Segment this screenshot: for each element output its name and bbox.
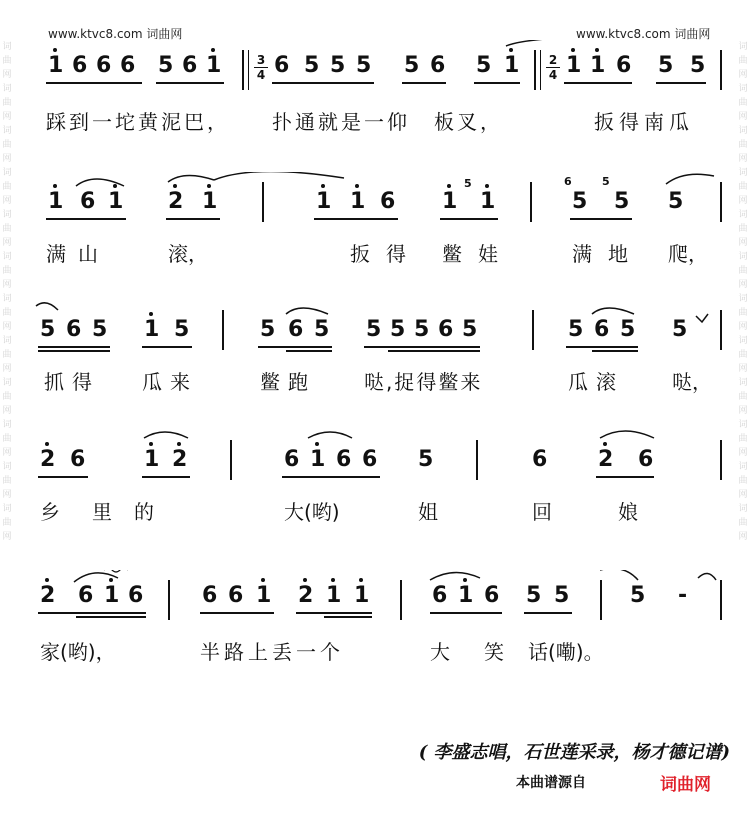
- lyric-syllable: 扳得: [350, 242, 422, 266]
- note: 1: [202, 189, 218, 214]
- lyric-syllable: 爬，: [668, 242, 708, 266]
- slurs: [34, 172, 724, 232]
- note: 6: [380, 189, 396, 214]
- lyric-row: [34, 232, 724, 278]
- slurs: [34, 430, 724, 490]
- note: 1: [480, 189, 496, 214]
- note: 5: [572, 189, 588, 214]
- note: 5: [658, 53, 674, 78]
- note: 5: [40, 317, 56, 342]
- note: 6: [182, 53, 198, 78]
- note: 5: [158, 53, 174, 78]
- note: 6: [72, 53, 88, 78]
- note: 1: [206, 53, 222, 78]
- note: 6: [128, 583, 144, 608]
- note: 1: [256, 583, 272, 608]
- note: 6: [484, 583, 500, 608]
- note: 1: [504, 53, 520, 78]
- lyric-syllable: 大: [430, 640, 450, 664]
- note: 2: [168, 189, 184, 214]
- note: 2: [598, 447, 614, 472]
- lyric-syllable: 里: [92, 500, 112, 524]
- lyric-syllable: 哒，: [672, 370, 712, 394]
- lyric-syllable: 话(嘞)。: [528, 640, 604, 664]
- credit-line: ( 李盛志唱，石世莲采录，杨才德记谱): [418, 742, 730, 763]
- note: 1: [590, 53, 606, 78]
- note: 6: [336, 447, 352, 472]
- lyric-syllable: 扑通就是一仰: [272, 110, 410, 134]
- note: 6: [80, 189, 96, 214]
- lyric-syllable: 姐: [418, 500, 438, 524]
- lyric-syllable: 扳得南瓜: [594, 110, 694, 134]
- note: 5: [314, 317, 330, 342]
- note: 1: [458, 583, 474, 608]
- time-signature-2-4: 2 4: [546, 54, 560, 81]
- side-watermark-right: 词曲网词曲网词曲网词曲网词曲网词曲网词曲网词曲网词曲网词曲网词曲网词曲网: [738, 42, 748, 542]
- lyric-syllable: 乡: [40, 500, 60, 524]
- lyric-syllable: 滚，: [168, 242, 208, 266]
- note: 1: [354, 583, 370, 608]
- slurs: [34, 570, 724, 630]
- note: 6: [288, 317, 304, 342]
- note: 5: [174, 317, 190, 342]
- grace-note: 5: [464, 177, 472, 190]
- lyric-syllable: 大(哟): [284, 500, 340, 524]
- lyric-syllable: 哒,捉得鳖来: [364, 370, 483, 394]
- system-2: [34, 172, 724, 278]
- note: 1: [108, 189, 124, 214]
- note: 5: [414, 317, 430, 342]
- note: 5: [568, 317, 584, 342]
- lyric-syllable: 家(哟)，: [40, 640, 116, 664]
- lyric-syllable: 回: [532, 500, 552, 524]
- note: 2: [40, 583, 56, 608]
- note: 6: [66, 317, 82, 342]
- note: 2: [40, 447, 56, 472]
- slurs: [34, 40, 724, 100]
- lyric-row: [34, 100, 724, 146]
- note: 5: [668, 189, 684, 214]
- note: 6: [284, 447, 300, 472]
- note: 1: [144, 447, 160, 472]
- lyric-syllable: 的: [134, 500, 154, 524]
- note: 1: [144, 317, 160, 342]
- note: 1: [48, 189, 64, 214]
- lyric-row: [34, 490, 724, 536]
- note: 5: [330, 53, 346, 78]
- lyric-syllable: 踩到一坨黄泥巴，: [46, 110, 230, 134]
- note: 6: [96, 53, 112, 78]
- note: 6: [616, 53, 632, 78]
- note: 1: [48, 53, 64, 78]
- slurs: [34, 300, 724, 360]
- system-3: [34, 300, 724, 406]
- note: 5: [260, 317, 276, 342]
- note: 2: [298, 583, 314, 608]
- staff-row: [34, 570, 724, 630]
- note: 5: [92, 317, 108, 342]
- note: 5: [462, 317, 478, 342]
- lyric-syllable: 鳖娃: [442, 242, 514, 266]
- lyric-row: [34, 630, 724, 676]
- note: 5: [690, 53, 706, 78]
- note: 1: [566, 53, 582, 78]
- note: 6: [594, 317, 610, 342]
- note: 1: [310, 447, 326, 472]
- note: -: [678, 583, 688, 608]
- lyric-syllable: 鳖跑: [260, 370, 316, 394]
- staff-row: [34, 172, 724, 232]
- note: 6: [532, 447, 548, 472]
- note: 1: [104, 583, 120, 608]
- lyric-syllable: 半路上丢一个: [200, 640, 344, 664]
- note: 5: [614, 189, 630, 214]
- note: 5: [630, 583, 646, 608]
- note: 5: [404, 53, 420, 78]
- note: 2: [172, 447, 188, 472]
- note: 5: [304, 53, 320, 78]
- note: 6: [228, 583, 244, 608]
- grace-note: 6: [564, 175, 572, 188]
- note: 5: [476, 53, 492, 78]
- lyric-syllable: 板叉，: [434, 110, 503, 134]
- system-1: [34, 40, 724, 146]
- staff-row: [34, 300, 724, 360]
- note: 6: [638, 447, 654, 472]
- lyric-syllable: 满山: [46, 242, 110, 266]
- watermark-url-right: www.ktvc8.com 词曲网: [576, 27, 711, 41]
- note: 5: [554, 583, 570, 608]
- lyric-syllable: 瓜来: [142, 370, 198, 394]
- note: 6: [432, 583, 448, 608]
- lyric-syllable: 满地: [572, 242, 644, 266]
- note: 5: [418, 447, 434, 472]
- note: 6: [274, 53, 290, 78]
- note: 6: [202, 583, 218, 608]
- note: 6: [120, 53, 136, 78]
- system-5: [34, 570, 724, 676]
- note: 6: [78, 583, 94, 608]
- lyric-syllable: 笑: [484, 640, 504, 664]
- staff-row: [34, 430, 724, 490]
- note: 1: [442, 189, 458, 214]
- note: 5: [390, 317, 406, 342]
- note: 5: [356, 53, 372, 78]
- lyric-syllable: 抓得: [44, 370, 100, 394]
- brand-link[interactable]: 词曲网: [660, 775, 711, 795]
- lyric-syllable: 瓜滚: [568, 370, 624, 394]
- lyric-row: [34, 360, 724, 406]
- lyric-syllable: 娘: [618, 500, 638, 524]
- note: 1: [316, 189, 332, 214]
- note: 6: [70, 447, 86, 472]
- system-4: [34, 430, 724, 536]
- note: 6: [438, 317, 454, 342]
- note: 5: [366, 317, 382, 342]
- note: 5: [526, 583, 542, 608]
- note: 6: [362, 447, 378, 472]
- watermark-url-left: www.ktvc8.com 词曲网: [48, 27, 183, 41]
- note: 1: [350, 189, 366, 214]
- note: 5: [620, 317, 636, 342]
- source-label: 本曲谱源自: [516, 775, 586, 791]
- time-signature-3-4: 3 4: [254, 54, 268, 81]
- staff-row: [34, 40, 724, 100]
- side-watermark-left: 词曲网词曲网词曲网词曲网词曲网词曲网词曲网词曲网词曲网词曲网词曲网词曲网: [2, 42, 12, 542]
- note: 1: [326, 583, 342, 608]
- note: 6: [430, 53, 446, 78]
- grace-note: 5: [602, 175, 610, 188]
- note: 5: [672, 317, 688, 342]
